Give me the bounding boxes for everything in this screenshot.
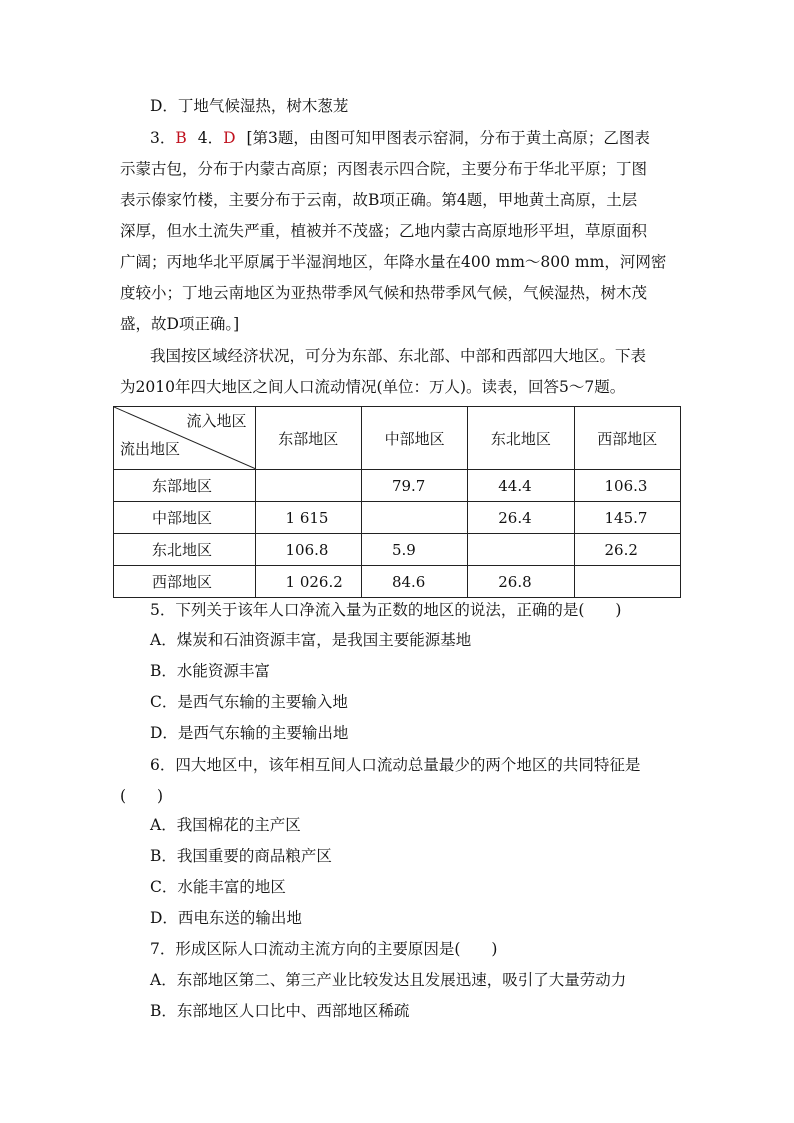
population-flow-table xyxy=(113,406,681,598)
question-7-option-a: A．东部地区第二、第三产业比较发达且发展迅速，吸引了大量劳动力 xyxy=(150,971,627,989)
column-header: 西部地区 xyxy=(574,407,680,470)
table-cell xyxy=(361,502,467,534)
answer-line xyxy=(150,128,650,148)
question-7: 7．形成区际人口流动主流方向的主要原因是( ) xyxy=(150,940,498,958)
outflow-region-label: 流出地区 xyxy=(120,440,181,458)
intro-line: 我国按区域经济状况，可分为东部、东北部、中部和西部四大地区。下表 xyxy=(150,347,647,365)
table-corner-cell xyxy=(114,407,256,470)
question-5-option-c: C．是西气东输的主要输入地 xyxy=(150,693,348,711)
table-header-row xyxy=(114,407,681,470)
table-row xyxy=(114,534,681,566)
explanation-line: 深厚，但水土流失严重，植被并不茂盛；乙地内蒙古高原地形平坦，草原面积 xyxy=(120,222,648,240)
question-6: 6．四大地区中，该年相互间人口流动总量最少的两个地区的共同特征是 xyxy=(150,756,641,774)
table-row xyxy=(114,566,681,598)
intro-line: 为2010年四大地区之间人口流动情况(单位：万人)。读表，回答5～7题。 xyxy=(120,378,626,396)
table-cell: 26.2 xyxy=(574,534,680,566)
column-header: 中部地区 xyxy=(361,407,467,470)
question-6-paren: ( ) xyxy=(120,787,164,805)
table-cell: 1 026.2 xyxy=(255,566,361,598)
question-6-option-d: D．西电东送的输出地 xyxy=(150,909,302,927)
explanation-line: 示蒙古包，分布于内蒙古高原；丙图表示四合院，主要分布于华北平原；丁图 xyxy=(120,160,648,178)
q4-answer: D xyxy=(223,129,236,147)
column-header: 东部地区 xyxy=(255,407,361,470)
question-6-option-c: C．水能丰富的地区 xyxy=(150,878,286,896)
table-cell: 106.8 xyxy=(255,534,361,566)
table-cell: 79.7 xyxy=(361,470,467,502)
table-cell: 84.6 xyxy=(361,566,467,598)
row-header: 中部地区 xyxy=(114,502,256,534)
question-5-option-d: D．是西气东输的主要输出地 xyxy=(150,724,349,742)
table-cell xyxy=(468,534,574,566)
question-5-option-a: A．煤炭和石油资源丰富，是我国主要能源基地 xyxy=(150,631,472,649)
explanation-line: 盛，故D项正确。] xyxy=(120,315,240,333)
question-6-option-b: B．我国重要的商品粮产区 xyxy=(150,847,332,865)
row-header: 东北地区 xyxy=(114,534,256,566)
table-row xyxy=(114,470,681,502)
explanation-line: 广阔；丙地华北平原属于半湿润地区，年降水量在400 mm～800 mm，河网密 xyxy=(120,253,667,271)
table-cell: 26.4 xyxy=(468,502,574,534)
question-5-option-b: B．水能资源丰富 xyxy=(150,662,270,680)
q4-number: 4． xyxy=(197,129,224,147)
row-header: 西部地区 xyxy=(114,566,256,598)
table-cell: 44.4 xyxy=(468,470,574,502)
table-cell: 5.9 xyxy=(361,534,467,566)
explanation-line: 度较小；丁地云南地区为亚热带季风气候和热带季风气候，气候湿热，树木茂 xyxy=(120,284,648,302)
option-d-prev: D．丁地气候湿热，树木葱茏 xyxy=(150,97,349,115)
table-cell: 145.7 xyxy=(574,502,680,534)
question-6-option-a: A．我国棉花的主产区 xyxy=(150,816,301,834)
question-7-option-b: B．东部地区人口比中、西部地区稀疏 xyxy=(150,1002,410,1020)
explanation-start: [第3题，由图可知甲图表示窑洞，分布于黄土高原；乙图表 xyxy=(246,129,650,147)
table-cell: 1 615 xyxy=(255,502,361,534)
table-cell xyxy=(255,470,361,502)
table-row xyxy=(114,502,681,534)
question-5: 5．下列关于该年人口净流入量为正数的地区的说法，正确的是( ) xyxy=(150,601,622,619)
table-cell: 26.8 xyxy=(468,566,574,598)
row-header: 东部地区 xyxy=(114,470,256,502)
q3-number: 3． xyxy=(150,129,176,147)
column-header: 东北地区 xyxy=(468,407,574,470)
table-cell xyxy=(574,566,680,598)
inflow-region-label: 流入地区 xyxy=(186,412,247,430)
q3-answer: B xyxy=(175,129,187,147)
table-cell: 106.3 xyxy=(574,470,680,502)
explanation-line: 表示傣家竹楼，主要分布于云南，故B项正确。第4题，甲地黄土高原，土层 xyxy=(120,191,638,209)
